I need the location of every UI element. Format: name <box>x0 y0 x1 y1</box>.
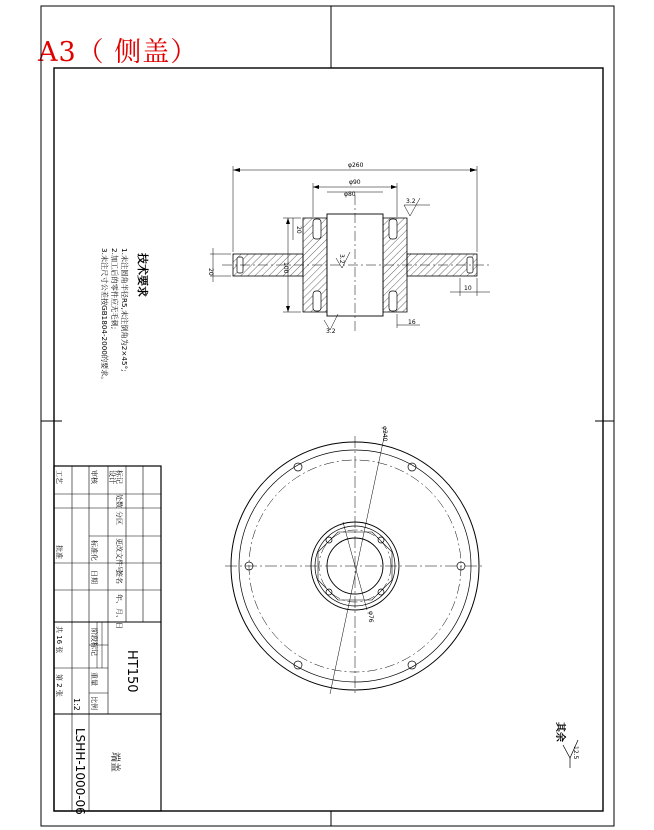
tech-req-item-3: 3.未注尺寸公差按GB1804-2000的要求。 <box>100 248 109 384</box>
plan-view <box>225 428 485 696</box>
tech-req-item-1: 1.未注圆角半径R5,未注倒角为2×45°; <box>120 248 129 372</box>
tech-req-item-2: 2.加工后的零件应无毛刺; <box>110 248 119 330</box>
dim-mid-dia: φ90 <box>349 179 361 186</box>
section-view <box>207 162 490 335</box>
tb-scale: 1:2 <box>72 698 81 711</box>
tb-zone: 分区 <box>115 511 123 525</box>
tb-standard: 标准化 <box>90 540 98 561</box>
tb-drawing-number: LSHH-1000-06 <box>73 728 87 815</box>
tb-part-name: 端盖 <box>109 752 120 772</box>
roughness-mid: 3.2 <box>338 254 345 264</box>
tb-ratio: 比例 <box>90 696 98 710</box>
tb-sheet-total: 共 16 张 <box>55 626 63 654</box>
tb-design: 设计 <box>108 470 116 484</box>
title-block <box>54 466 161 811</box>
tb-weight: 重量 <box>90 672 98 686</box>
tb-process: 工艺 <box>55 470 63 484</box>
dim-bottom: 16 <box>408 319 416 326</box>
surface-note: 其余 <box>554 722 565 742</box>
tb-sheet-no: 第 2 张 <box>55 674 63 697</box>
dim-overall-dia: φ260 <box>348 162 364 169</box>
drawing-title: A3（ 侧盖） <box>38 37 199 68</box>
surface-value: 12.5 <box>572 746 579 760</box>
dim-pcd-inner: φ76 <box>367 611 374 623</box>
dim-thickness: 20 <box>207 268 214 276</box>
tb-signature: 签名 <box>115 570 123 584</box>
dim-hub-height: 100 <box>282 262 289 274</box>
roughness-top: 3.2 <box>406 198 416 205</box>
tb-ymd: 年、月、日 <box>115 594 123 629</box>
tb-stage-mark: 阶段标记 <box>90 628 98 656</box>
tb-material: HT150 <box>124 650 139 693</box>
tech-req-heading: 技术要求 <box>136 253 149 297</box>
tb-change-doc: 更改文件号 <box>115 538 123 573</box>
dim-pcd-outer: φ240 <box>381 426 388 442</box>
tb-approve: 批准 <box>55 545 63 559</box>
dim-step: 10 <box>464 285 472 292</box>
dim-side-height: 20 <box>295 226 302 234</box>
tb-count: 处数 <box>115 494 123 508</box>
tb-mark: 标记 <box>115 470 123 484</box>
tb-date: 日期 <box>90 570 98 584</box>
centering-marks <box>41 6 614 826</box>
inner-border <box>54 68 603 811</box>
dim-bore-dia: φ80 <box>344 191 356 198</box>
tb-check: 审核 <box>90 470 98 484</box>
outer-border <box>41 6 614 826</box>
roughness-bottom: 3.2 <box>326 328 336 335</box>
